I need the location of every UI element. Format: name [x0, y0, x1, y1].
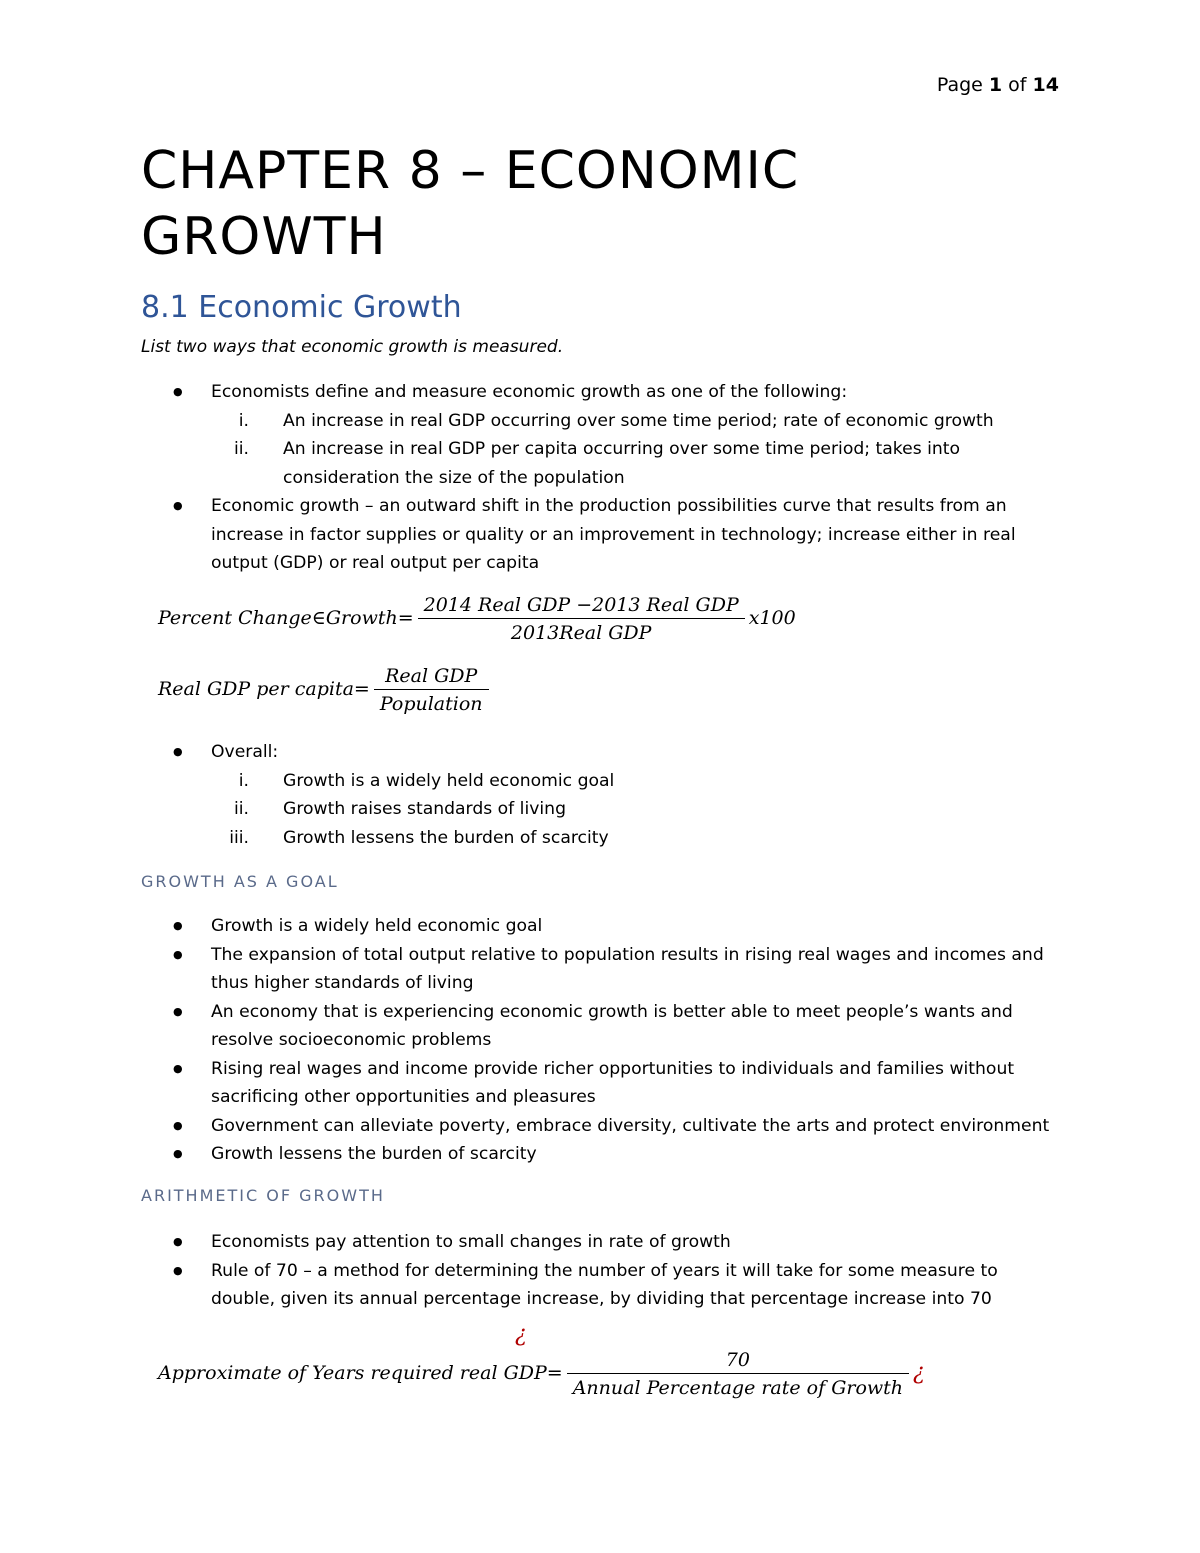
gdp-per-capita-equation: Real GDP per capita= $\frac{\text{Real GDP}}{\text{Population}}$	[158, 665, 493, 715]
sublist-item: i. An increase in real GDP occurring over some time period; rate of economic growth	[238, 410, 994, 431]
section-intro: List two ways that economic growth is measured.	[141, 337, 564, 357]
measure-bullet-list	[141, 378, 1061, 578]
overall-bullet-list	[141, 738, 1061, 852]
equation-error-mark: ¿	[515, 1322, 527, 1347]
growth-goal-heading: GROWTH AS A GOAL	[141, 872, 339, 891]
fraction: $\frac{\text{Real GDP}}{\text{Population}}$	[374, 665, 489, 715]
list-item: ● Economic growth – an outward shift in the production possibilities curve that results from an increase in factor supplies or quality or an improvement in technology; increase either in real output (GDP) or real output per capita	[141, 492, 1061, 578]
percent-change-equation: Percent Change∈Growth= $\frac{\text{2014 Real GDP −2013 Real GDP}}{\text{2013Real GDP}}$ x100	[158, 594, 796, 644]
list-item: ● Growth lessens the burden of scarcity	[141, 1140, 1061, 1169]
sublist-item: iii. Growth lessens the burden of scarcity	[229, 827, 609, 848]
list-item: ● Rule of 70 – a method for determining the number of years it will take for some measure to double, given its annual percentage increase, by dividing that percentage increase into 70	[141, 1257, 1061, 1314]
arithmetic-list	[141, 1228, 1061, 1314]
fraction: $\frac{70}{\text{Annual Percentage rate of Growth}}$	[567, 1349, 909, 1399]
list-item: ● Growth is a widely held economic goal	[141, 912, 1061, 941]
chapter-title: CHAPTER 8 – ECONOMIC GROWTH	[141, 141, 800, 267]
arithmetic-heading: ARITHMETIC OF GROWTH	[141, 1186, 385, 1205]
list-item: ● The expansion of total output relative to population results in rising real wages and incomes and thus higher standards of living	[141, 941, 1061, 998]
rule-of-70-equation: Approximate of Years required real GDP= $\frac{70}{\text{Annual Percentage rate of Growth}}$ ¿	[158, 1349, 925, 1399]
page-number: Page 1 of 14	[936, 74, 1059, 96]
list-item: ● Economists pay attention to small changes in rate of growth	[141, 1228, 1061, 1257]
list-item: ● An economy that is experiencing economic growth is better able to meet people’s wants and resolve socioeconomic problems	[141, 998, 1061, 1055]
sublist-item: ii. Growth raises standards of living	[233, 799, 566, 819]
fraction: $\frac{\text{2014 Real GDP −2013 Real GDP}}{\text{2013Real GDP}}$	[418, 594, 745, 644]
list-item: ● Overall: i. Growth is a widely held economic goal ii. Growth raises standards of living iii. Growth lessens the burden of scarcity	[141, 738, 1061, 852]
overall-sublist	[211, 767, 1061, 853]
list-item: ● Rising real wages and income provide richer opportunities to individuals and families without sacrificing other opportunities and pleasures	[141, 1055, 1061, 1112]
sublist-item: ii. An increase in real GDP per capita occurring over some time period; takes into consideration the size of the population	[233, 439, 961, 488]
sublist-item: i. Growth is a widely held economic goal	[238, 770, 615, 791]
list-item: ● Government can alleviate poverty, embrace diversity, cultivate the arts and protect environment	[141, 1112, 1061, 1141]
section-heading: 8.1 Economic Growth	[141, 290, 462, 325]
list-item: ● Economists define and measure economic growth as one of the following: i. An increase in real GDP occurring over some time period; rate of economic growth ii. An increase in real GDP per capita occurring over some time period; takes into consideration the size of the population	[141, 378, 1061, 492]
measure-sublist	[211, 407, 1061, 493]
growth-goal-list	[141, 912, 1061, 1169]
